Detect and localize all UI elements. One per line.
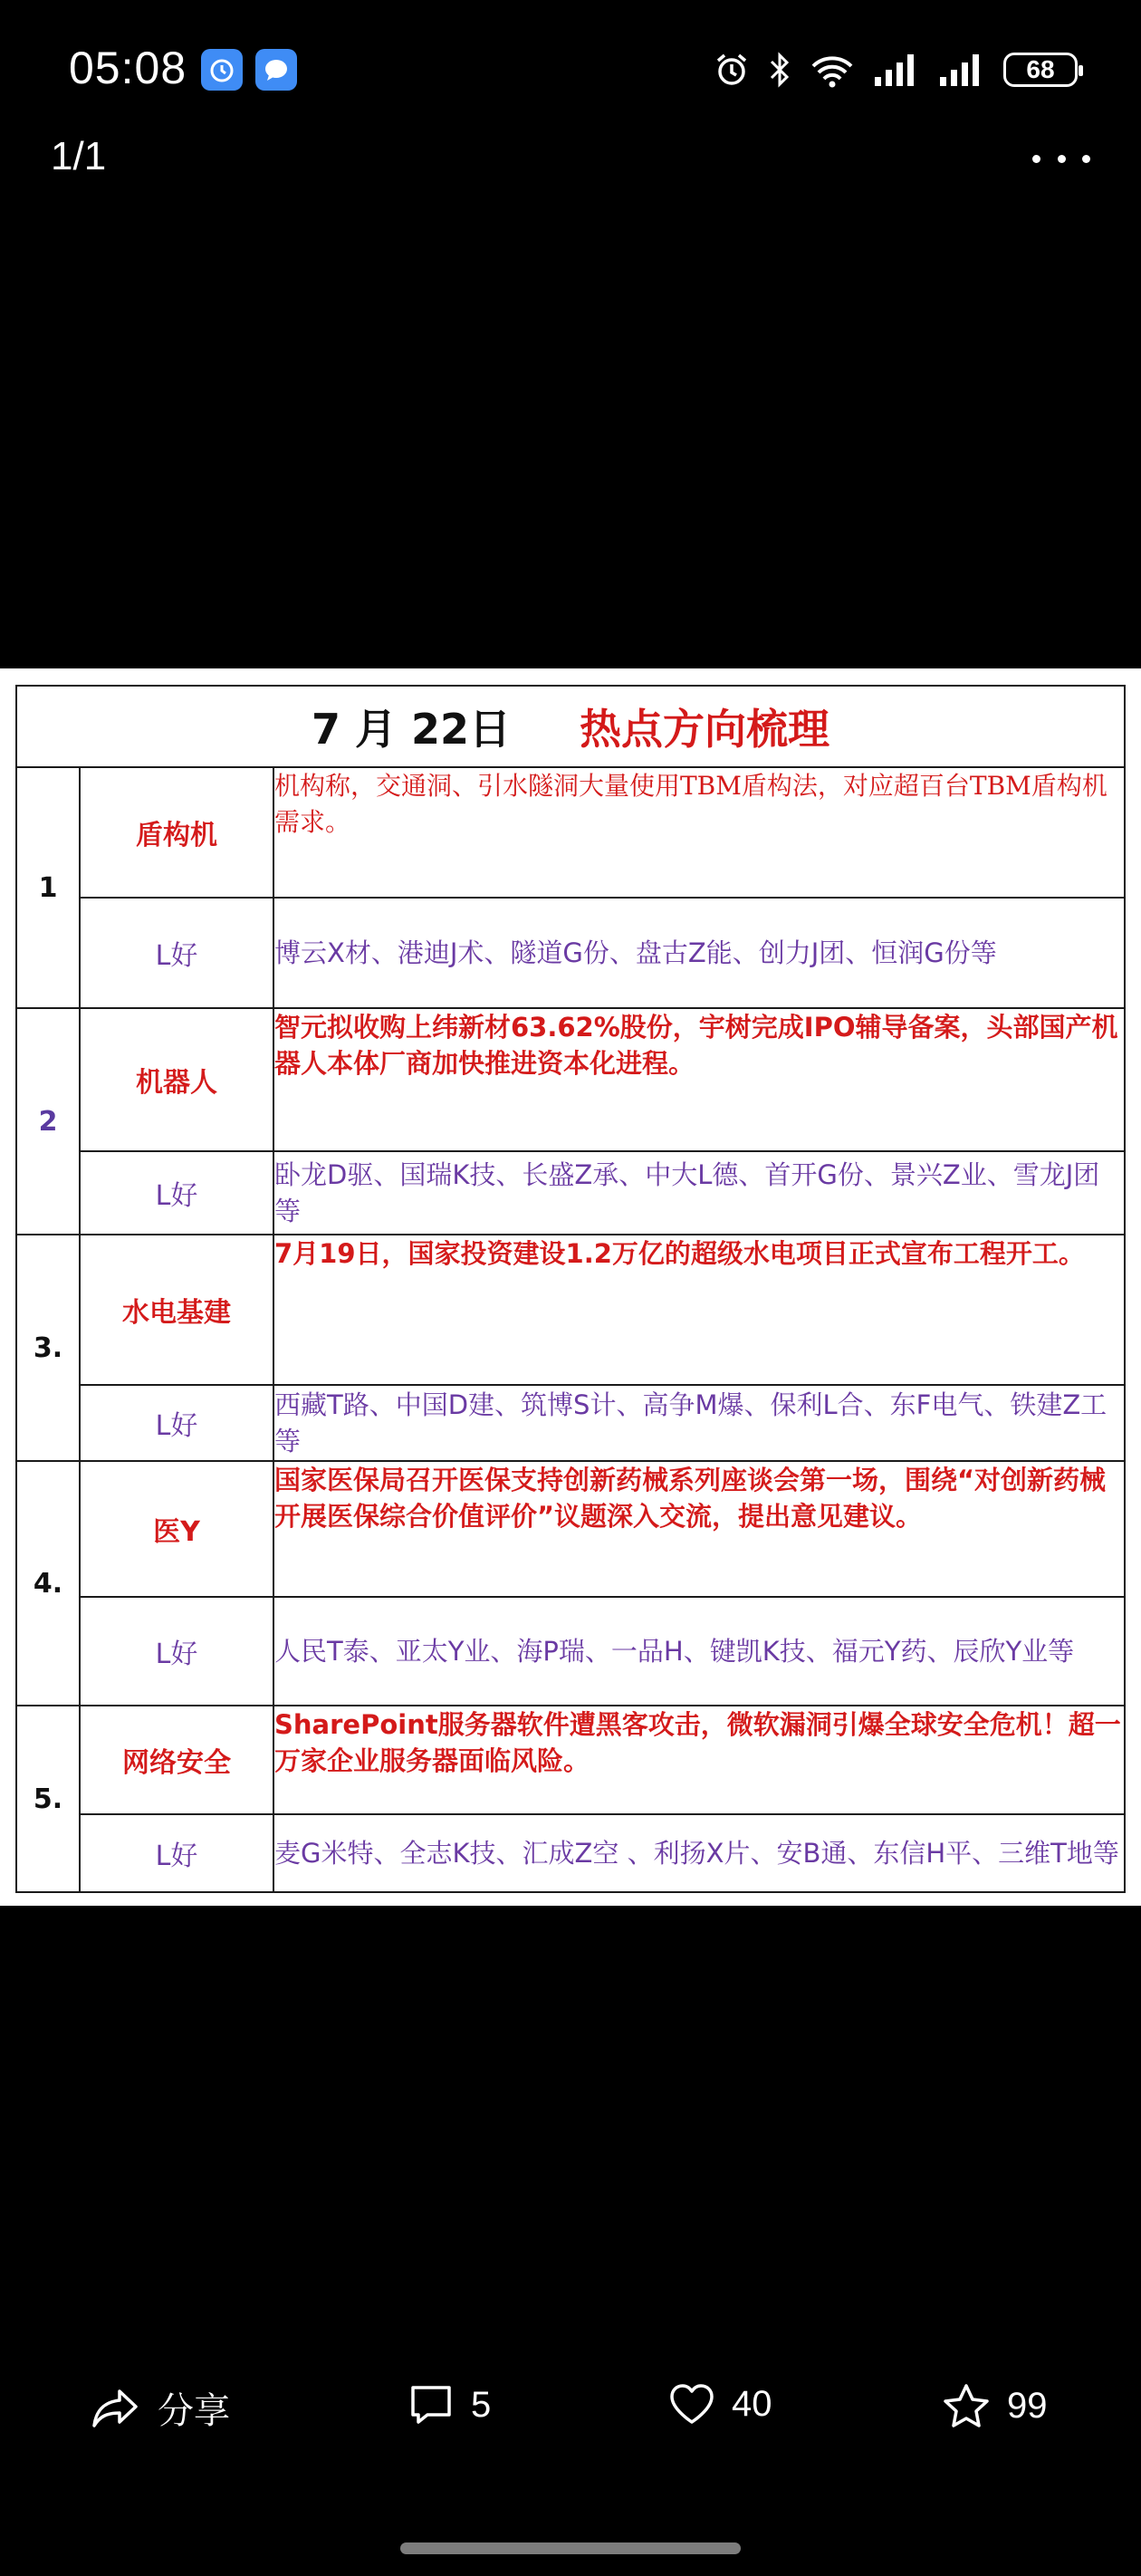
status-icons [714, 47, 1078, 92]
dot-icon [1032, 155, 1040, 163]
table-row [16, 1706, 1125, 1814]
signal-icon-1 [873, 52, 920, 88]
table-title-topic: 热点方向梳理 [580, 705, 830, 754]
good-label: L好 [80, 1597, 273, 1706]
good-label: L好 [80, 1814, 273, 1892]
table-row [16, 1597, 1125, 1706]
stock-list: 博云X材、港迪J术、隧道G份、盘古Z能、创力J团、恒润G份等 [273, 898, 1125, 1008]
status-bar [0, 0, 1141, 136]
topic-label: 水电基建 [80, 1235, 273, 1385]
table-row [16, 1151, 1125, 1235]
good-label: L好 [80, 1151, 273, 1235]
like-button[interactable] [668, 2382, 772, 2426]
comment-count: 5 [471, 2384, 492, 2425]
table-row [16, 1814, 1125, 1892]
topic-label: 机器人 [80, 1008, 273, 1151]
page-counter: 1/1 [51, 134, 107, 178]
table-row [16, 1235, 1125, 1385]
comment-icon [408, 2382, 455, 2427]
topic-description: 机构称，交通洞、引水隧洞大量使用TBM盾构法，对应超百台TBM盾构机需求。 [273, 767, 1125, 898]
dot-icon [1058, 155, 1066, 163]
status-time: 05:08 [69, 43, 187, 93]
topic-description: 智元拟收购上纬新材63.62%股份，宇树完成IPO辅导备案，头部国产机器人本体厂商加快推进资本化进程。 [273, 1008, 1125, 1151]
battery-indicator: 68 [1003, 53, 1078, 87]
stock-list: 卧龙D驱、国瑞K技、长盛Z承、中大L德、首开G份、景兴Z业、雪龙J团等 [273, 1151, 1125, 1235]
hot-topics-table [15, 685, 1126, 1893]
favorite-count: 99 [1007, 2385, 1048, 2426]
action-bar [0, 2373, 1141, 2446]
table-row [16, 1385, 1125, 1461]
share-icon [91, 2386, 141, 2431]
more-options-button[interactable] [1032, 136, 1090, 181]
table-title [16, 686, 1125, 767]
signal-icon-2 [938, 52, 985, 88]
clock-app-icon [201, 49, 243, 91]
table-row [16, 767, 1125, 898]
row-number: 3. [16, 1235, 80, 1461]
topic-description: 国家医保局召开医保支持创新药械系列座谈会第一场，围绕“对创新药械开展医保综合价值评价”议题深入交流，提出意见建议。 [273, 1461, 1125, 1597]
table-row [16, 1461, 1125, 1597]
post-image[interactable] [0, 668, 1141, 1906]
chat-app-icon [255, 49, 297, 91]
share-label: 分享 [158, 2391, 230, 2431]
row-number: 4. [16, 1461, 80, 1706]
table-row [16, 1008, 1125, 1151]
star-icon [942, 2382, 991, 2429]
row-number: 5. [16, 1706, 80, 1892]
heart-icon [668, 2382, 715, 2426]
good-label: L好 [80, 898, 273, 1008]
favorite-button[interactable] [942, 2382, 1048, 2429]
comment-button[interactable] [408, 2382, 491, 2427]
like-count: 40 [732, 2383, 772, 2424]
row-number: 2 [16, 1008, 80, 1235]
table-row [16, 898, 1125, 1008]
alarm-icon [714, 52, 750, 88]
topic-description: SharePoint服务器软件遭黑客攻击，微软漏洞引爆全球安全危机！超一万家企业服务器面临风险。 [273, 1706, 1125, 1814]
row-number: 1 [16, 767, 80, 1008]
table-title-date: 7 月 22日 [311, 705, 512, 754]
good-label: L好 [80, 1385, 273, 1461]
bluetooth-icon [768, 52, 791, 88]
share-button[interactable] [91, 2382, 230, 2434]
stock-list: 西藏T路、中国D建、筑博S计、高争M爆、保利L合、东F电气、铁建Z工等 [273, 1385, 1125, 1461]
topic-description: 7月19日，国家投资建设1.2万亿的超级水电项目正式宣布工程开工。 [273, 1235, 1125, 1385]
topic-label: 网络安全 [80, 1706, 273, 1814]
topic-label: 盾构机 [80, 767, 273, 898]
dot-icon [1082, 155, 1090, 163]
stock-list: 人民T泰、亚太Y业、海P瑞、一品H、键凯K技、福元Y药、辰欣Y业等 [273, 1597, 1125, 1706]
stock-list: 麦G米特、全志K技、汇成Z空 、利扬X片、安B通、东信H平、三维T地等 [273, 1814, 1125, 1892]
topic-label: 医Y [80, 1461, 273, 1597]
wifi-icon [810, 52, 855, 88]
home-indicator[interactable] [400, 2542, 741, 2554]
